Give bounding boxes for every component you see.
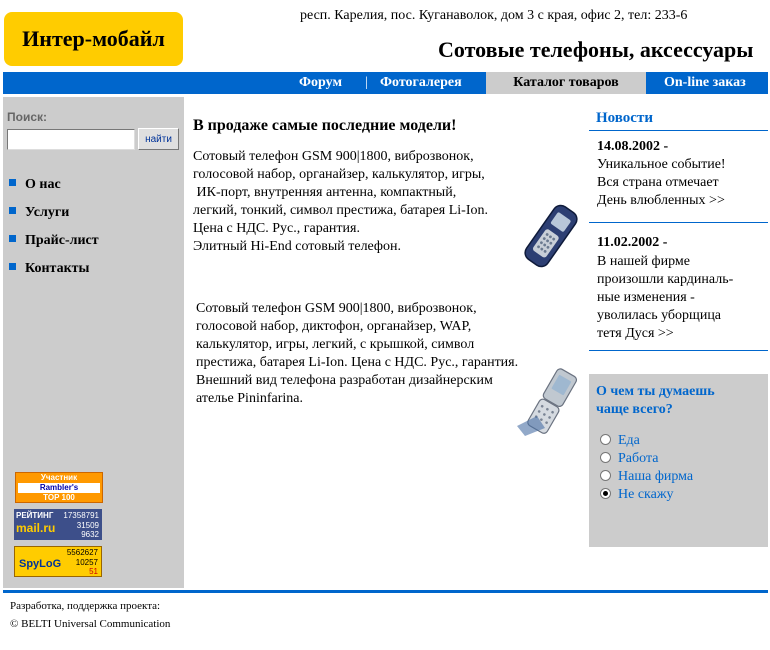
news-line: Вся страна отмечает bbox=[597, 175, 719, 190]
sidebar-item-label: Контакты bbox=[25, 261, 90, 276]
radio-icon[interactable] bbox=[600, 452, 611, 463]
product-line: ИК-порт, внутренняя антенна, компактный, bbox=[193, 185, 457, 200]
poll-question-line: чаще всего? bbox=[596, 402, 673, 417]
sidebar-item-label: О нас bbox=[25, 177, 61, 192]
product-line: голосовой набор, органайзер, калькулятор, игры, bbox=[193, 167, 485, 182]
radio-selected-icon[interactable] bbox=[600, 488, 611, 499]
nav-photogallery[interactable]: Фотогалерея bbox=[380, 75, 462, 90]
top-nav-bar bbox=[3, 72, 768, 94]
product-line: ателье Pininfarina. bbox=[196, 391, 303, 406]
product-line: легкий, тонкий, символ престижа, батарея Li-Ion. bbox=[193, 203, 488, 218]
news-line: тетя Дуся >> bbox=[597, 326, 674, 341]
mailru-counter[interactable] bbox=[14, 509, 102, 540]
counter-text: SpyLoG bbox=[19, 558, 62, 570]
product-line: Элитный Hi-End сотовый телефон. bbox=[193, 239, 401, 254]
sidebar-item-label: Прайс-лист bbox=[25, 233, 99, 248]
product-line: калькулятор, игры, легкий, с крышкой, символ bbox=[196, 337, 475, 352]
news-line: ные изменения - bbox=[597, 290, 695, 305]
nav-catalog[interactable]: Каталог товаров bbox=[486, 72, 646, 94]
news-line: День влюбленных >> bbox=[597, 193, 725, 208]
footer-divider bbox=[3, 590, 768, 593]
counter-text: Участник bbox=[40, 473, 78, 482]
bullet-icon bbox=[9, 263, 16, 270]
spylog-counter[interactable] bbox=[14, 546, 102, 577]
news-item[interactable] bbox=[597, 253, 767, 343]
search-button[interactable]: найти bbox=[138, 128, 179, 150]
flip-phone-icon[interactable] bbox=[515, 366, 587, 436]
contact-address: респ. Карелия, пос. Куганаволок, дом 3 с края, офис 2, тел: 233-6 bbox=[300, 8, 688, 23]
news-date-text: 14.08.2002 bbox=[597, 139, 660, 154]
poll-option-label: Работа bbox=[618, 451, 659, 466]
product-line: Внешний вид телефона разработан дизайнерским bbox=[196, 373, 493, 388]
sidebar-item-services[interactable] bbox=[9, 205, 69, 221]
poll-option[interactable] bbox=[600, 451, 658, 467]
phone-icon[interactable] bbox=[516, 200, 586, 272]
product-description bbox=[193, 148, 533, 256]
nav-online-order[interactable]: On-line заказ bbox=[664, 75, 746, 90]
radio-icon[interactable] bbox=[600, 470, 611, 481]
poll-option-label: Еда bbox=[618, 433, 640, 448]
news-date-text: 11.02.2002 bbox=[597, 235, 660, 250]
search-label: Поиск: bbox=[7, 110, 48, 124]
bullet-icon bbox=[9, 207, 16, 214]
page-heading: В продаже самые последние модели! bbox=[193, 117, 457, 134]
news-title: Новости bbox=[596, 110, 653, 126]
bullet-icon bbox=[9, 179, 16, 186]
poll-option[interactable] bbox=[600, 433, 640, 449]
poll-option-label: Наша фирма bbox=[618, 469, 694, 484]
news-dash: - bbox=[663, 139, 669, 154]
radio-icon[interactable] bbox=[600, 434, 611, 445]
news-line: произошли кардиналь- bbox=[597, 272, 734, 287]
news-date bbox=[597, 139, 668, 155]
news-item[interactable] bbox=[597, 156, 767, 210]
poll-option-label: Не скажу bbox=[618, 487, 674, 502]
poll-option[interactable] bbox=[600, 487, 674, 503]
footer-copyright[interactable]: © BELTI Universal Communication bbox=[10, 618, 171, 630]
site-tagline: Сотовые телефоны, аксессуары bbox=[438, 37, 754, 62]
sidebar-item-about[interactable] bbox=[9, 177, 61, 193]
sidebar-item-label: Услуги bbox=[25, 205, 70, 220]
counter-text: 5562627 bbox=[66, 548, 98, 557]
counter-text: TOP 100 bbox=[43, 493, 75, 502]
product-line: Цена с НДС. Рус., гарантия. bbox=[193, 221, 360, 236]
bullet-icon bbox=[9, 235, 16, 242]
counter-text: 9632 bbox=[81, 530, 99, 539]
news-dash: - bbox=[662, 235, 668, 250]
site-logo[interactable]: Интер-мобайл bbox=[4, 12, 183, 66]
counter-text: 10257 bbox=[75, 558, 98, 567]
poll-question-line: О чем ты думаешь bbox=[596, 384, 715, 399]
news-line: Уникальное событие! bbox=[597, 157, 726, 172]
divider bbox=[589, 350, 768, 351]
product-line: престижа, батарея Li-Ion. Цена с НДС. Рус., гарантия. bbox=[196, 355, 519, 370]
rambler-counter[interactable] bbox=[15, 472, 103, 503]
product-line: Сотовый телефон GSM 900|1800, виброзвонок, bbox=[193, 149, 474, 164]
counter-text: 17358791 bbox=[63, 511, 99, 520]
divider bbox=[589, 222, 768, 223]
counter-text: РЕЙТИНГ bbox=[16, 511, 54, 520]
nav-separator: | bbox=[365, 75, 368, 90]
footer-credit: Разработка, поддержка проекта: bbox=[10, 600, 161, 612]
news-date bbox=[597, 235, 667, 251]
poll-question bbox=[596, 383, 715, 419]
nav-forum[interactable]: Форум bbox=[299, 75, 342, 90]
poll-option[interactable] bbox=[600, 469, 693, 485]
search-input[interactable] bbox=[7, 129, 135, 150]
counter-text: Rambler's bbox=[18, 483, 100, 493]
product-line: голосовой набор, диктофон, органайзер, WAP, bbox=[196, 319, 472, 334]
product-line: Сотовый телефон GSM 900|1800, виброзвонок, bbox=[196, 301, 477, 316]
divider bbox=[589, 130, 768, 131]
counter-text: 51 bbox=[89, 567, 98, 576]
sidebar-item-pricelist[interactable] bbox=[9, 233, 99, 249]
news-line: уволилась уборщица bbox=[597, 308, 722, 323]
counter-text: mail.ru bbox=[16, 521, 56, 535]
news-line: В нашей фирме bbox=[597, 254, 690, 269]
counter-text: 31509 bbox=[76, 521, 99, 530]
sidebar-item-contacts[interactable] bbox=[9, 261, 89, 277]
